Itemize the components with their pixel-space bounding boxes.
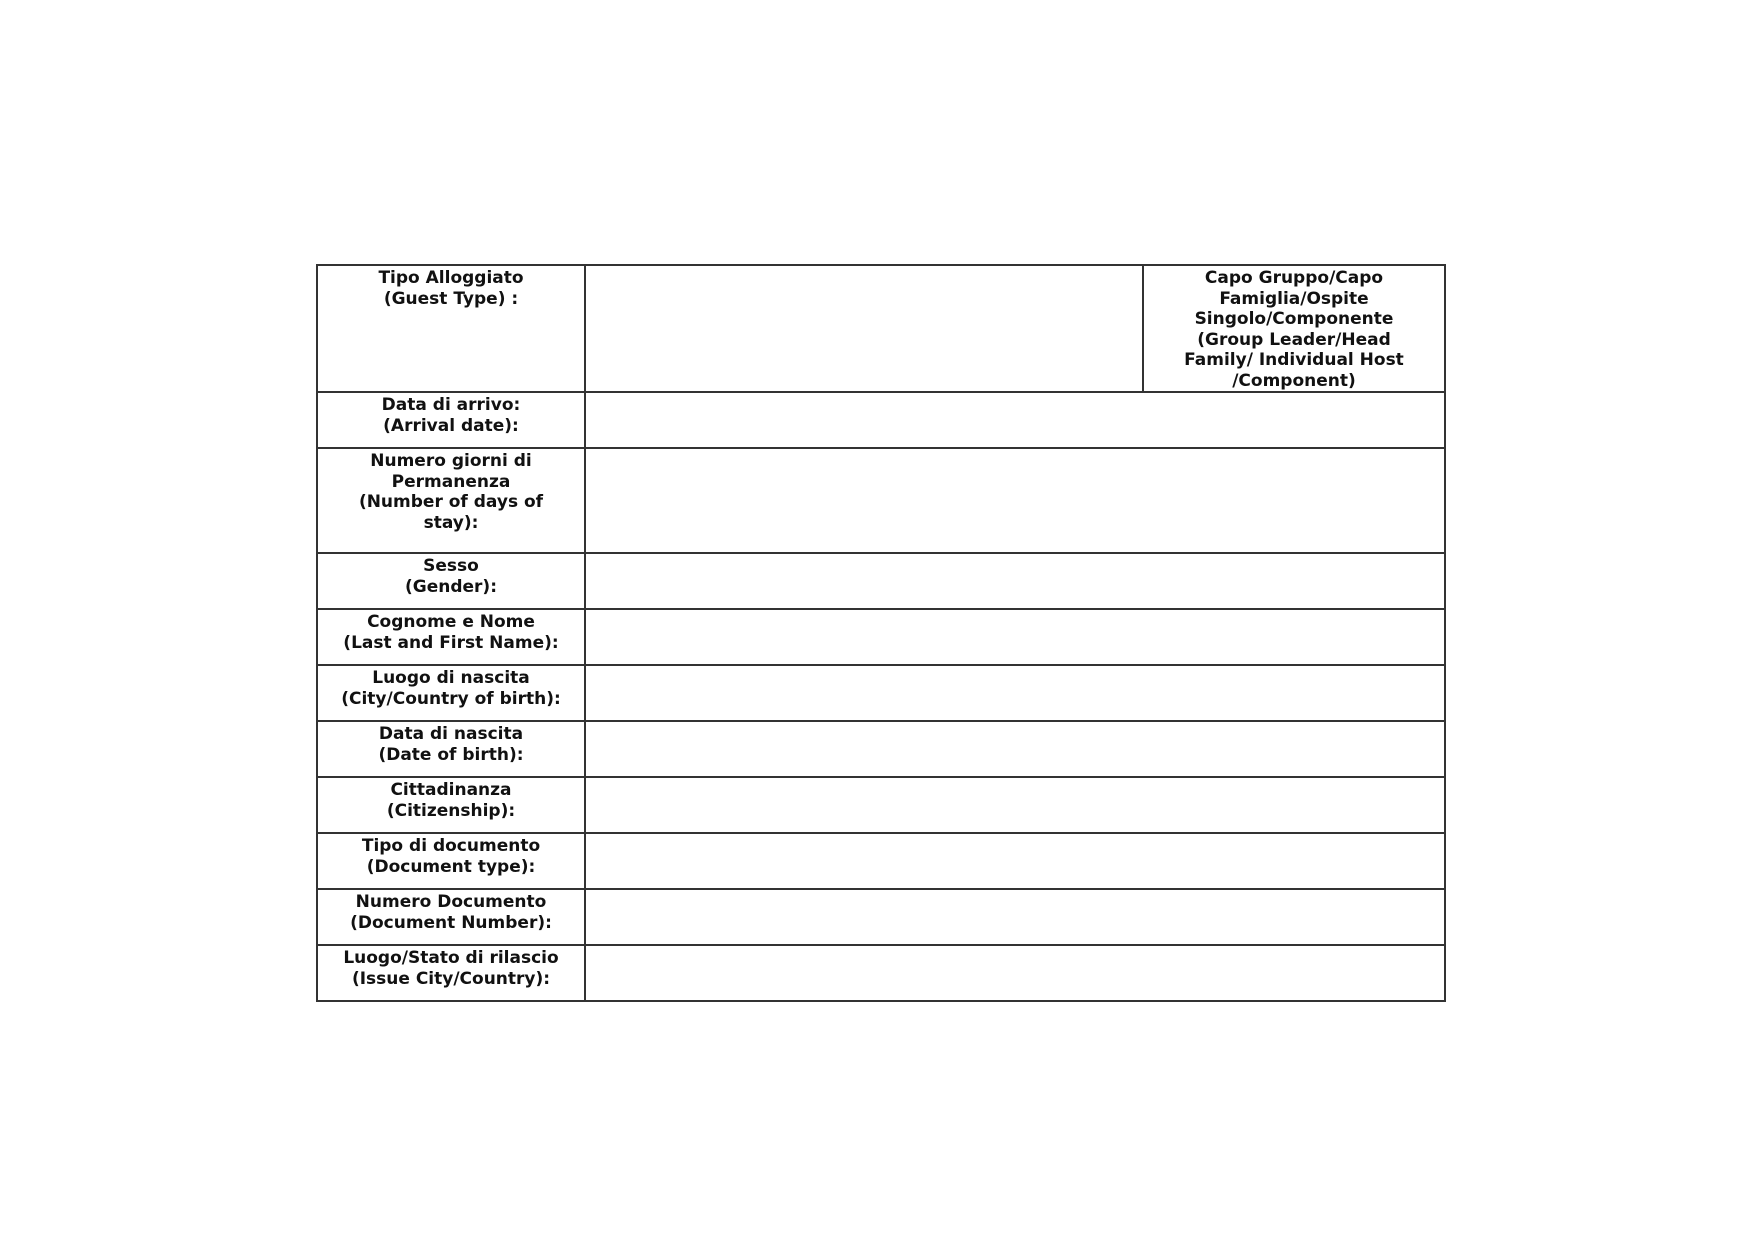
guest-type-label [317,265,585,392]
form-row-days-of-stay [317,448,1445,553]
guest-type-label-line: (Guest Type) : [383,288,519,309]
document-type-field[interactable] [585,833,1445,889]
citizenship-field[interactable] [585,777,1445,833]
issue-place-label-line: (Issue City/Country): [351,968,551,989]
issue-place-label [317,945,585,1001]
form-row-birth-place [317,665,1445,721]
guest-type-note-line: Family/ Individual Host [1184,350,1404,370]
birth-place-label-line: (City/Country of birth): [341,688,561,709]
days-of-stay-label [317,448,585,553]
gender-label-line: Sesso [423,556,479,576]
issue-place-label-line: Luogo/Stato di rilascio [343,948,559,968]
birth-date-field[interactable] [585,721,1445,777]
full-name-label [317,609,585,665]
guest-registration-form [316,264,1446,1002]
guest-type-note-line: /Component) [1232,370,1356,391]
form-row-issue-place [317,945,1445,1001]
days-of-stay-label-line: stay): [423,512,479,533]
form-row-arrival-date [317,392,1445,448]
arrival-date-field[interactable] [585,392,1445,448]
full-name-field[interactable] [585,609,1445,665]
document-number-label-line: Numero Documento [355,892,547,912]
form-row-document-number [317,889,1445,945]
form-row-gender [317,553,1445,609]
birth-date-label-line: Data di nascita [378,724,524,744]
form-row-document-type [317,833,1445,889]
birth-date-label-line: (Date of birth): [378,744,524,765]
form-row-full-name [317,609,1445,665]
form-row-citizenship [317,777,1445,833]
gender-label-line: (Gender): [404,576,497,597]
birth-place-field[interactable] [585,665,1445,721]
guest-type-field[interactable] [585,265,1143,392]
guest-type-note-line: Singolo/Componente [1194,309,1394,329]
full-name-label-line: (Last and First Name): [343,632,559,653]
days-of-stay-label-line: Permanenza [391,471,511,492]
citizenship-label [317,777,585,833]
form-row-birth-date [317,721,1445,777]
guest-type-note-line: Capo Gruppo/Capo [1204,268,1384,288]
guest-type-label-line: Tipo Alloggiato [378,268,524,288]
document-number-label [317,889,585,945]
document-type-label [317,833,585,889]
birth-place-label [317,665,585,721]
days-of-stay-field[interactable] [585,448,1445,553]
document-type-label-line: Tipo di documento [361,836,541,856]
arrival-date-label-line: Data di arrivo: [381,395,521,415]
document-type-label-line: (Document type): [366,856,536,877]
document-number-field[interactable] [585,889,1445,945]
form-row-guest-type [317,265,1445,392]
guest-type-note-line: (Group Leader/Head [1197,329,1391,350]
full-name-label-line: Cognome e Nome [367,612,535,632]
arrival-date-label-line: (Arrival date): [383,415,519,436]
gender-label [317,553,585,609]
document-number-label-line: (Document Number): [350,912,552,933]
issue-place-field[interactable] [585,945,1445,1001]
guest-type-note-line: Famiglia/Ospite [1219,288,1369,309]
birth-place-label-line: Luogo di nascita [372,668,530,688]
gender-field[interactable] [585,553,1445,609]
citizenship-label-line: Cittadinanza [390,780,512,800]
days-of-stay-label-line: (Number of days of [358,492,544,512]
birth-date-label [317,721,585,777]
days-of-stay-label-line: Numero giorni di [370,451,532,471]
guest-type-options-note [1143,265,1445,392]
citizenship-label-line: (Citizenship): [386,800,516,821]
arrival-date-label [317,392,585,448]
